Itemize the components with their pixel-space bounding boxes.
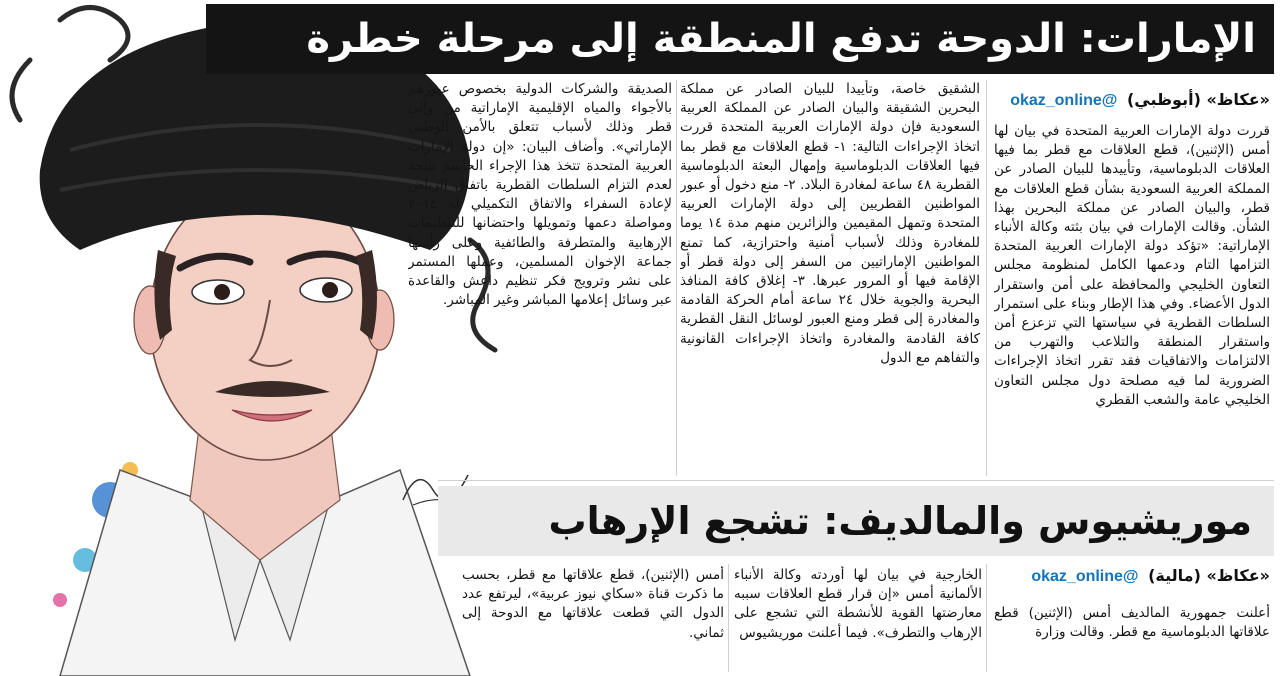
secondary-headline: موريشيوس والمالديف: تشجع الإرهاب <box>438 486 1274 556</box>
article-1-column-3 <box>408 80 672 474</box>
twitter-handle[interactable]: @okaz_online <box>1010 92 1118 109</box>
article-1-column-1-text: قررت دولة الإمارات العربية المتحدة في بيان لها أمس (الإثنين)، قطع العلاقات مع قطر بما فيها العلاقات الدبلوماسية، وتأييدها للبيان الصادر عن المملكة العربية السعودية بشأن قطع العلاقات مع قطر، والبيان الصادر عن مملكة البحرين بهذا الشأن. وقالت الإمارات في بيان بثته وكالة الأنباء الإماراتية: «تؤكد دولة الإمارات العربية المتحدة التزامها التام ودعمها الكامل لمنظومة مجلس التعاون الخليجي والمحافظة على أمن واستقرار الدول الأعضاء. وفي هذا الإطار وبناء على استمرار السلطات القطرية في سياستها التي تزعزع أمن واستقرار المنطقة والتلاعب والتهرب من الالتزامات والاتفاقيات فقد تقرر اتخاذ الإجراءات الضرورية لما فيه مصلحة دول مجلس التعاون الخليجي عامة والشعب القطري <box>994 123 1270 408</box>
pupil-right <box>322 282 338 298</box>
byline-article-1 <box>1010 90 1270 110</box>
column-divider <box>676 80 677 476</box>
article-2-column-2 <box>734 566 982 668</box>
column-divider <box>728 564 729 672</box>
article-1-column-1 <box>994 122 1270 474</box>
article-1-column-3-text: الصديقة والشركات الدولية بخصوص عبورهم بالأجواء والمياه الإقليمية الإماراتية من وإلى قطر وذلك لأسباب تتعلق بالأمن الوطني الإماراتي». وأضاف البيان: «إن دولة الإمارات العربية المتحدة تتخذ هذا الإجراء الحاسم نتيجة لعدم التزام السلطات القطرية باتفاق الرياض لإعادة السفراء والاتفاق التكميلي له ٢٠١٤ ومواصلة دعمها وتمويلها واحتضانها للتنظيمات الإرهابية والمتطرفة والطائفية وعلى رأسها جماعة الإخوان المسلمين، وعملها المستمر على نشر وترويج فكر تنظيم داعش والقاعدة عبر وسائل إعلامها المباشر وغير المباشر. <box>408 81 672 309</box>
article-1-column-2 <box>680 80 980 474</box>
article-2-column-1 <box>994 604 1270 668</box>
byline-article-2 <box>1031 566 1270 586</box>
column-divider <box>986 80 987 476</box>
article-1-column-2-text: الشقيق خاصة، وتأييدا للبيان الصادر عن مملكة البحرين الشقيقة والبيان الصادر عن المملكة العربية السعودية فإن دولة الإمارات العربية المتحدة قررت اتخاذ الإجراءات التالية: ١- قطع العلاقات مع قطر بما فيها العلاقات الدبلوماسية وإمهال البعثة الدبلوماسية القطرية ٤٨ ساعة لمغادرة البلاد. ٢- منع دخول أو عبور المواطنين القطريين إلى دولة الإمارات العربية المتحدة وتمهل المقيمين والزائرين منهم مدة ١٤ يوما للمغادرة وذلك لأسباب أمنية واحترازية، كما تمنع المواطنين الإماراتيين من السفر إلى دولة قطر أو الإقامة فيها أو المرور عبرها. ٣- إغلاق كافة المنافذ البحرية والجوية خلال ٢٤ ساعة أمام الحركة القادمة والمغادرة إلى قطر ومنع العبور لوسائل النقل القطرية كافة القادمة والمغادرة واتخاذ الإجراءات القانونية والتفاهم مع الدول <box>680 81 980 366</box>
article-2-column-1-text: أعلنت جمهورية المالديف أمس (الإثنين) قطع علاقاتها الدبلوماسية مع قطر. وقالت وزارة <box>994 605 1270 641</box>
pupil-left <box>214 284 230 300</box>
main-headline: الإمارات: الدوحة تدفع المنطقة إلى مرحلة خطرة <box>206 4 1274 74</box>
twitter-handle[interactable]: @okaz_online <box>1031 568 1139 585</box>
byline-source: «عكاظ» (أبوظبي) <box>1126 90 1270 109</box>
byline-source: «عكاظ» (مالية) <box>1148 566 1270 585</box>
article-2-column-3 <box>462 566 724 668</box>
article-2-column-3-text: أمس (الإثنين)، قطع علاقاتها مع قطر، بحسب ما ذكرت قناة «سكاي نيوز عربية»، ليرتفع عدد الدول التي قطعت علاقاتها مع الدوحة إلى ثماني. <box>462 567 724 641</box>
section-divider <box>438 480 1274 481</box>
article-2-column-2-text: الخارجية في بيان لها أوردته وكالة الأنباء الألمانية أمس «إن قرار قطع العلاقات سببه معارضتها القوية للأنشطة التي تشجع على الإرهاب والتطرف». فيما أعلنت موريشيوس <box>734 567 982 641</box>
column-divider <box>986 564 987 672</box>
